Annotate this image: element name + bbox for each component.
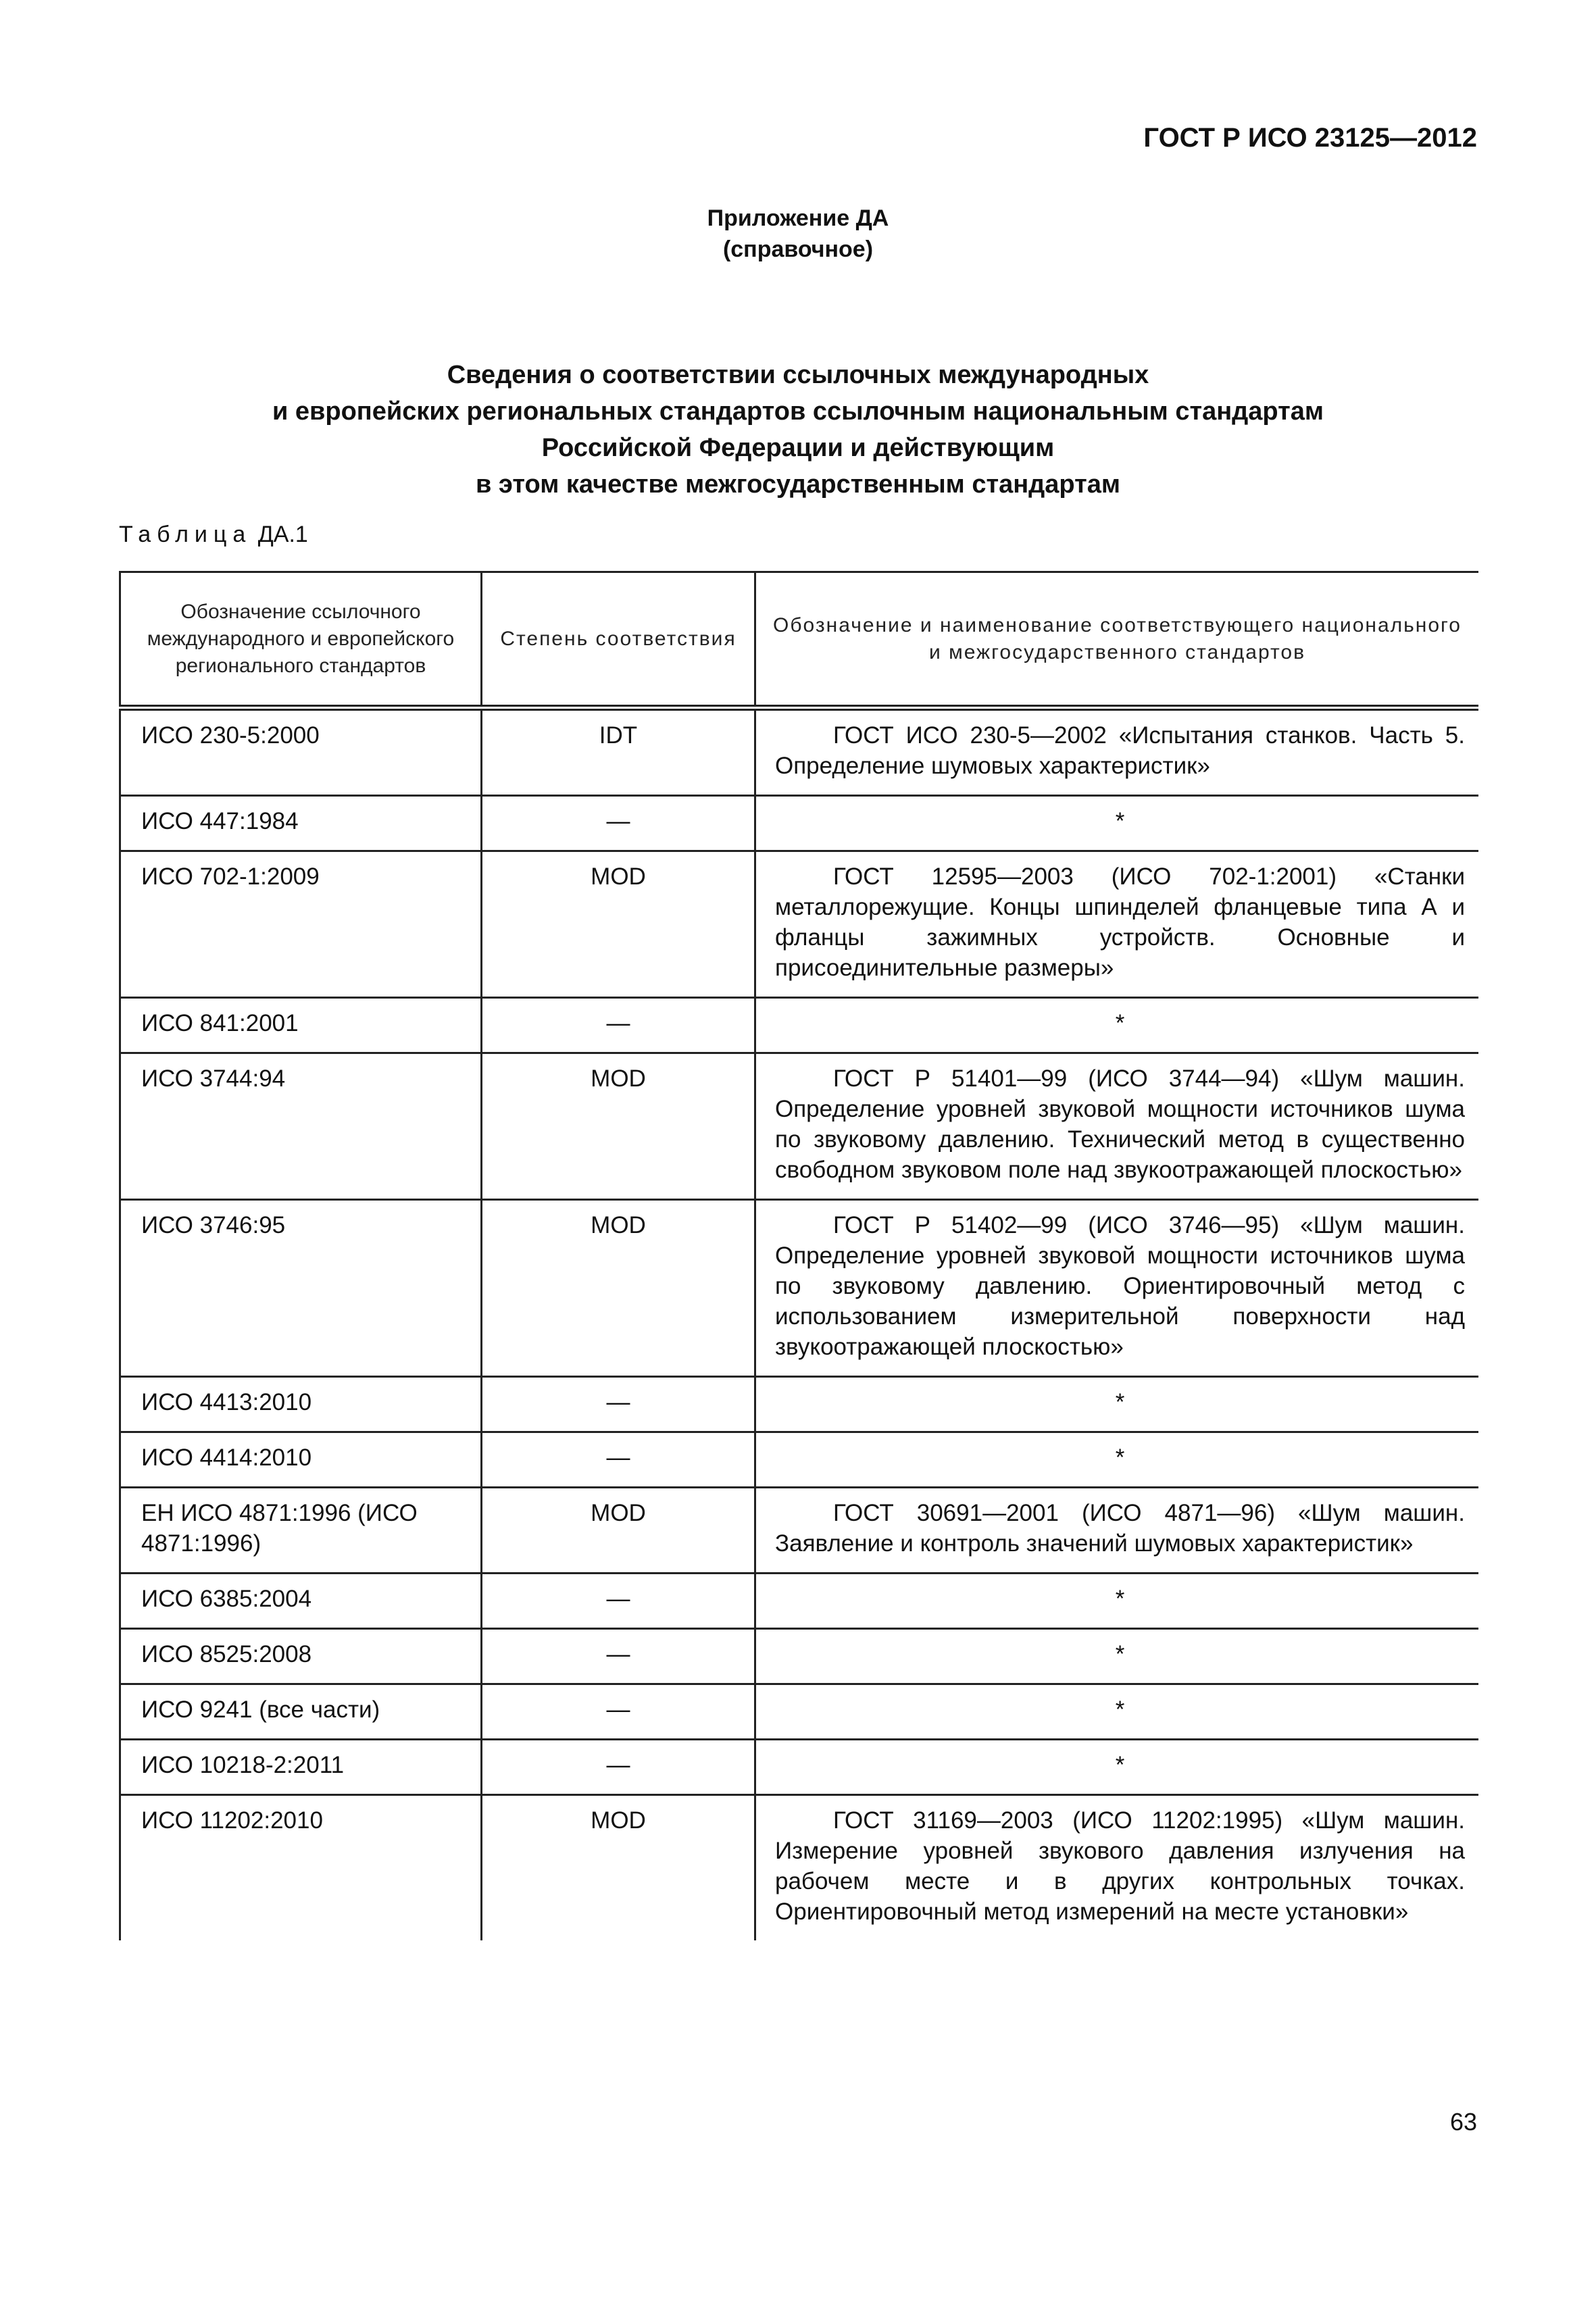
table-row: [120, 708, 1479, 796]
description-text: ГОСТ ИСО 230-5—2002 «Испытания станков. Часть 5. Определение шумовых характеристик»: [775, 722, 1465, 779]
cell-reference: ИСО 10218-2:2011: [120, 1740, 482, 1795]
cell-reference: ИСО 4414:2010: [120, 1432, 482, 1488]
cell-description: *: [755, 1629, 1479, 1684]
header-national-standard-text: Обозначение и наименование соответствующего национального и межгосударственного стандартов: [773, 613, 1462, 663]
annex-title-line: Сведения о соответствии ссылочных международных: [447, 361, 1149, 389]
cell-degree: MOD: [482, 851, 755, 998]
cell-degree: IDT: [482, 708, 755, 796]
table-row: [120, 1432, 1479, 1488]
table-row: [120, 998, 1479, 1053]
cell-degree: —: [482, 1377, 755, 1432]
description-text: ГОСТ Р 51402—99 (ИСО 3746—95) «Шум машин. Определение уровней звуковой мощности источников шума по звуковому давлению. Ориентировочный метод с использованием измерительной поверхности над звукоотражающей плоскостью»: [775, 1212, 1465, 1360]
cell-degree: MOD: [482, 1200, 755, 1377]
cell-description: *: [755, 1377, 1479, 1432]
document-code: ГОСТ Р ИСО 23125—2012: [1143, 123, 1477, 153]
table-row: [120, 851, 1479, 998]
cell-reference: ИСО 702-1:2009: [120, 851, 482, 998]
cell-description: *: [755, 1740, 1479, 1795]
description-text: ГОСТ 31169—2003 (ИСО 11202:1995) «Шум машин. Измерение уровней звукового давления излучения на рабочем месте и в других контрольных точках. Ориентировочный метод измерений на месте установки»: [775, 1807, 1465, 1925]
cell-degree: —: [482, 796, 755, 851]
table-caption: [119, 522, 308, 548]
cell-reference: ИСО 8525:2008: [120, 1629, 482, 1684]
annex-title: [0, 357, 1596, 503]
cell-description: *: [755, 796, 1479, 851]
table-row: [120, 1629, 1479, 1684]
annex-title-line: Российской Федерации и действующим: [541, 434, 1055, 462]
cell-description: [755, 1053, 1479, 1200]
cell-description: [755, 851, 1479, 998]
cell-degree: —: [482, 998, 755, 1053]
header-degree-text: Степень соответствия: [500, 627, 737, 650]
annex-type: (справочное): [722, 236, 874, 262]
correspondence-table-container: [119, 571, 1478, 2086]
table-row: [120, 1795, 1479, 1941]
correspondence-table: [119, 571, 1478, 1940]
table-row: [120, 1200, 1479, 1377]
annex-label: Приложение ДА: [707, 205, 889, 231]
cell-reference: ИСО 9241 (все части): [120, 1684, 482, 1740]
cell-reference: ИСО 4413:2010: [120, 1377, 482, 1432]
header-reference-standard: Обозначение ссылочного международного и европейского регионального стандартов: [120, 572, 482, 708]
table-row: [120, 1488, 1479, 1574]
table-row: [120, 1740, 1479, 1795]
cell-reference: ИСО 3746:95: [120, 1200, 482, 1377]
annex-title-line: и европейских региональных стандартов ссылочным национальным стандартам: [272, 397, 1324, 426]
cell-description: *: [755, 1684, 1479, 1740]
description-text: ГОСТ Р 51401—99 (ИСО 3744—94) «Шум машин. Определение уровней звуковой мощности источников шума по звуковому давлению. Технический метод в существенно свободном звуковом поле над звукоотражающей плоскостью»: [775, 1065, 1465, 1183]
page-number: 63: [1449, 2108, 1477, 2136]
cell-description: *: [755, 1432, 1479, 1488]
cell-degree: —: [482, 1740, 755, 1795]
table-header-row: [120, 572, 1479, 708]
cell-degree: —: [482, 1629, 755, 1684]
cell-description: *: [755, 1574, 1479, 1629]
cell-reference: ИСО 841:2001: [120, 998, 482, 1053]
table-caption-prefix: Таблица: [119, 522, 252, 547]
table-row: [120, 796, 1479, 851]
annex-title-line: в этом качестве межгосударственным стандартам: [475, 470, 1120, 499]
table-row: [120, 1574, 1479, 1629]
description-text: ГОСТ 30691—2001 (ИСО 4871—96) «Шум машин. Заявление и контроль значений шумовых характеристик»: [775, 1500, 1465, 1557]
cell-description: [755, 1795, 1479, 1941]
header-degree: [482, 572, 755, 708]
cell-degree: —: [482, 1432, 755, 1488]
cell-reference: ЕН ИСО 4871:1996 (ИСО 4871:1996): [120, 1488, 482, 1574]
cell-description: [755, 1488, 1479, 1574]
cell-degree: —: [482, 1684, 755, 1740]
cell-reference: ИСО 3744:94: [120, 1053, 482, 1200]
cell-description: [755, 708, 1479, 796]
cell-description: [755, 1200, 1479, 1377]
description-text: ГОСТ 12595—2003 (ИСО 702-1:2001) «Станки металлорежущие. Концы шпинделей фланцевые типа А и фланцы зажимных устройств. Основные и присоединительные размеры»: [775, 863, 1465, 981]
cell-reference: ИСО 6385:2004: [120, 1574, 482, 1629]
cell-degree: MOD: [482, 1053, 755, 1200]
cell-reference: ИСО 230-5:2000: [120, 708, 482, 796]
cell-degree: MOD: [482, 1795, 755, 1941]
table-row: [120, 1377, 1479, 1432]
annex-heading: [0, 203, 1596, 265]
table-row: [120, 1684, 1479, 1740]
table-row: [120, 1053, 1479, 1200]
cell-reference: ИСО 11202:2010: [120, 1795, 482, 1941]
cell-degree: MOD: [482, 1488, 755, 1574]
cell-degree: —: [482, 1574, 755, 1629]
table-caption-number: ДА.1: [257, 522, 308, 547]
cell-reference: ИСО 447:1984: [120, 796, 482, 851]
cell-description: *: [755, 998, 1479, 1053]
header-national-standard: [755, 572, 1479, 708]
